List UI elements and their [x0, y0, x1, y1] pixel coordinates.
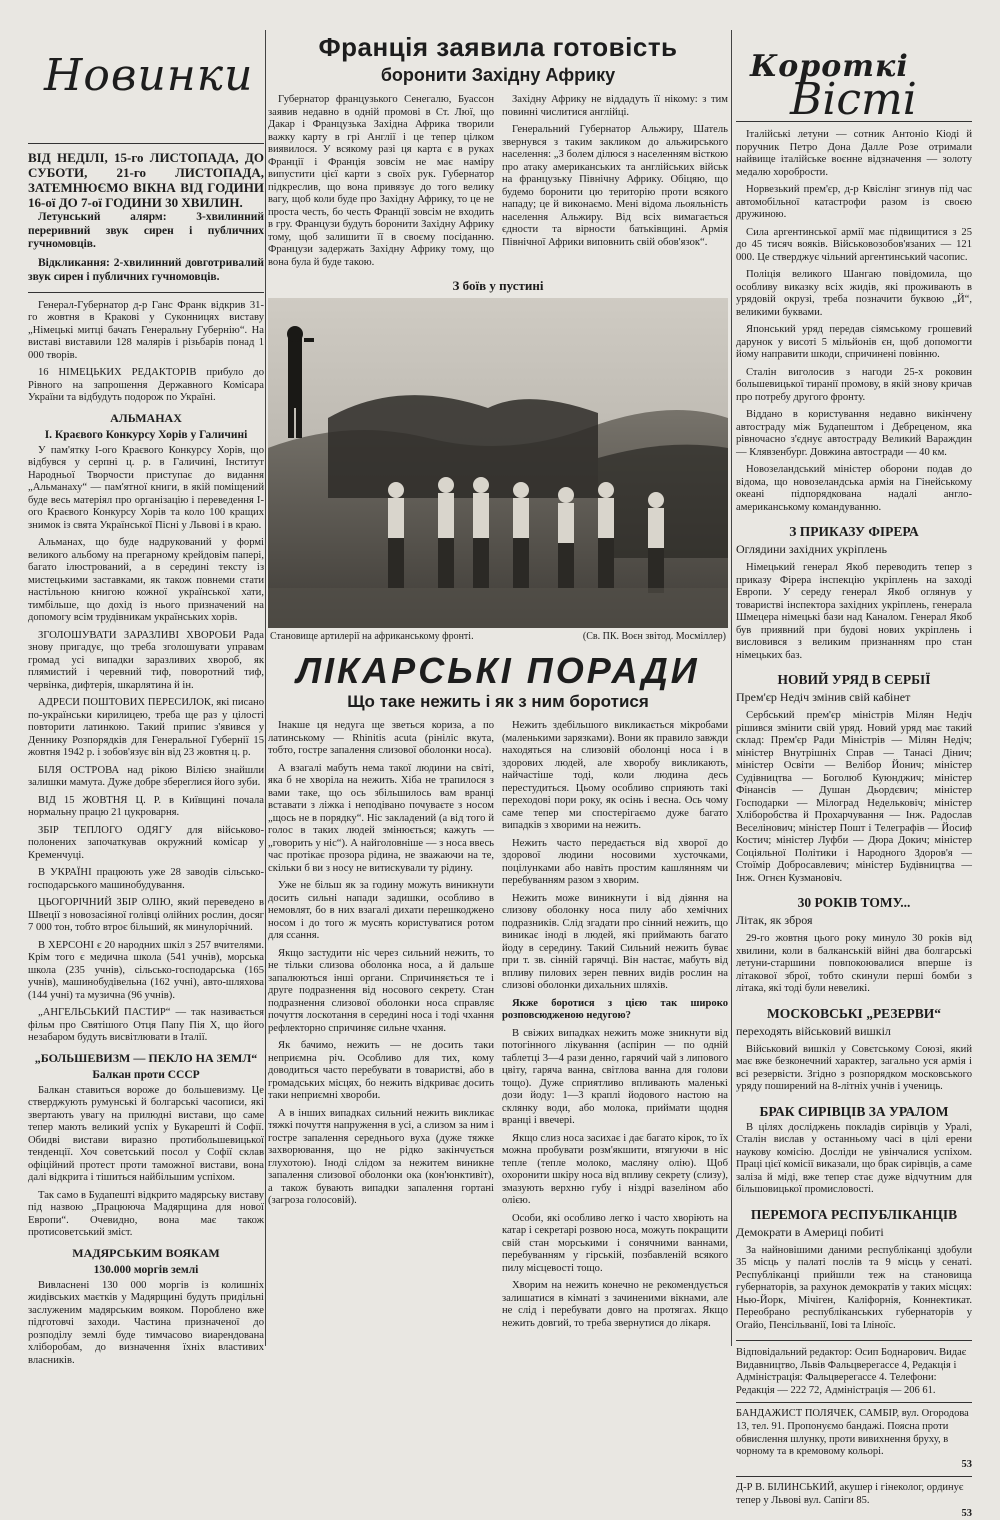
left-column: [28, 28, 264, 1372]
photo-illustration: [268, 298, 728, 628]
divider: [28, 292, 264, 293]
news-item: Генерал-Губернатор д-р Ганс Франк відкрив 31-го жовтня в Кракові у Суконницях виставу „Німецькі митці бачать Генеральну Губернію“. На виставі виставили 128 малярів і різьбарів понад 1 000 творів.: [28, 299, 264, 361]
article-paragraph: Хворим на нежить конечно не рекомендується залишатися в кімнаті з зачиненими вікнами, але не слід і перебувати довго на протягах. Якщо нежить довгий, то треба звернутися до лікаря.: [502, 1280, 728, 1329]
news-item: В ХЕРСОНІ є 20 народних шкіл з 257 вчителями. Крім того є медична школа (541 учнів), морська школа (235 учнів), сільсько-господарська (165 учнів), машинобудівельна (162 учні), авто-шляхова (144 учні) та музична (96 учнів).: [28, 939, 264, 1001]
ural-heading: БРАК СИРІВЦІВ ЗА УРАЛОМ: [759, 1103, 949, 1119]
article-paragraph: Так само в Будапешті відкрито мадярську виставу під назвою „Працююча Мадярщина для нової Европи“. Очевидно, вона має також протисоветський зміст.: [28, 1189, 264, 1239]
article-question: Якже боротися з цією так широко розповсюдженою недугою?: [502, 997, 728, 1021]
masthead-line-2: Вісті: [790, 74, 917, 125]
news-item: 16 НІМЕЦЬКИХ РЕДАКТОРІВ прибуло до Рівного на запрошення Державного Комісара України та відбудуть подорож по Україні.: [28, 367, 264, 404]
news-item: ЦЬОГОРІЧНИЙ ЗБІР ОЛІЮ, який переведено в Швеції з новозасіяної голівці олійних рослин, досяг 7 000 тон, тобто втроє більший, як минулорічний.: [28, 897, 264, 934]
novynky-masthead: Новинки: [44, 50, 254, 101]
right-column: [736, 28, 972, 1520]
article-paragraph: Інакше ця недуга ще зветься кориза, а по латинському — Rhinitis acuta (рініліс вкута, тобто, гостре запалення слизової оболонки носа).: [268, 720, 494, 756]
thirty-years-subheading: Літак, як зброя: [736, 913, 813, 927]
article-paragraph: 29-го жовтня цього року минуло 30 років від хвилини, коли в балканській війні два болгарські летуни-старшини повпокоювалися вперше із літакової зброї, тобто скинули перші бомби з літака, які тоді були невеликі.: [736, 933, 972, 994]
moscow-reserves-subheading: переходять військовий вишкіл: [736, 1023, 891, 1038]
column-divider: [265, 30, 266, 1346]
news-item: ЗБІР ТЕПЛОГО ОДЯГУ для військово-полонених започаткував окружний комісар у Кременчуці.: [28, 824, 264, 861]
advertisement: [736, 1402, 972, 1471]
article-paragraph: Губернатор французького Сенегалю, Буассон заявив недавно в одній промові в Ст. Люї, що Дакар і Французька Західна Африка творили важку карту в грі Англії і це тепер цілком виявилося. У всякому разі ця карта є в руках Франції і Франція зовсім не має наміру випустити цієї карти з своїх рук. Губернатор підкреслив, що вона привязує до того велику вагу, щоб коли буде про Західну Африку, то це не проста честь, бо честь Франції зовсім не входить в гру. Французи будуть боронити Західну Африку тому, щоб залишити її в своєму посіданню. Французи задержать Західну Африку тому, що вона була й буде такою.: [268, 94, 494, 268]
article-paragraph: Якщо слиз носа засихає і дає багато кірок, то їх можна пробувати розм'якшити, втягуючи в ніс тепле (тепле молоко, масляну олію). Щоб охоронити шкіру носа від впливу секрету (слизу), змазують верхню губу і ніздрі вазеліном або олією.: [502, 1132, 728, 1206]
ad-number: 53: [961, 1507, 972, 1519]
news-item: Японський уряд передав сіямському грошевий дарунок у висоті 5 мільйонів єн, щоб допомогти йому направити шкоди, спричинені повінню.: [736, 324, 972, 360]
news-item: Новозеландський міністер оборони подав до відома, що новозеландська армія на Гінейському океані підпорядкована надалі англо-американському командуванню.: [736, 464, 972, 513]
bolshevism-subheading: Балкан проти СССР: [92, 1068, 200, 1081]
news-item: Поліція великого Шангаю повідомила, що особливу виказку всіх жидів, які проживають в урядовій окрузі, треба позначити буквою „Й“, великими буквами.: [736, 269, 972, 318]
article-paragraph: А в інших випадках сильний нежить викликає тяжкі почуття напруження в усі, а слизом за ним і гостре запалення середнього вуха (дуже тяжке захворювання, що не рідко закінчується глухотою). Іноді слідом за нежитем виникне запалення слизової оболонки ока (кон'юнктивіт), а також бувають випадки запалення гортані (загроза голосовій).: [268, 1107, 494, 1206]
france-subheadline: боронити Західну Африку: [380, 65, 616, 85]
almanah-heading: АЛЬМАНАХ: [110, 410, 182, 425]
blackout-notice: ВІД НЕДІЛІ, 15-го ЛИСТОПАДА, ДО СУБОТИ, 21-го ЛИСТОПАДА, ЗАТЕМНЮЄМО ВІКНА ВІД ГОДИНИ 16-ої ДО 7-ої ГОДИНИ 30 ХВИЛИН.: [28, 150, 264, 210]
release-notice: Відкликання: 2-хвилинний довготривалий звук сирен і публичних гучномовців.: [28, 257, 264, 283]
article-paragraph: Нежить може виникнути і від діяння на слизову оболонку носа пилу або хемічних подразників. Слід згадати про сінний нежить, що виникає іноді в людей, які приймають багато йоду в середину. Такий Сильний нежить буває при т. зв. сінній гарячці. Він настає, мабуть від впливу пилових зерен певних видів рослин на слизові оболонки дихальних шляхів.: [502, 892, 728, 991]
article-paragraph: Якщо застудити ніс через сильний нежить, то не тільки слизова оболонка носа, а й дальше запалюються інші органи. Спричиняється те і друге подразнення від носового секрету. Стан подразнення слизової оболонки носа справляє почуття лоскотання в середині носа і тоді чхання рефлекторно спричиняє сильне чхання.: [268, 947, 494, 1034]
madiar-subheading: 130.000 моргів землі: [93, 1263, 199, 1276]
serbia-subheading: Прем'єр Недіч змінив свій кабінет: [736, 690, 911, 704]
news-item: ВІД 15 ЖОВТНЯ Ц. Р. в Київщині почала нормальну працю 21 цукроварня.: [28, 794, 264, 819]
alarm-notice: Летунський алярм: 3-хвилинний переривний звук сирен і публичних гучномовців.: [28, 210, 264, 251]
article-paragraph: Вивласнені 130 000 моргів із колишніх жидівських маєтків у Мадярщині будуть придільні заслуженим мадярським вояком. Пороблено вже підготовчі заходи. Частина призначеної до розподілу землі буде тимчасово виарендована хліборобам, до визначення їхніх властивих власників.: [28, 1279, 264, 1366]
article-paragraph: Нежить часто передається від хворої до здорової людини носовими хусточками, поцілунками або навіть простим кашлянням чи перебуванням разом з хворим.: [502, 837, 728, 886]
masthead-line-1: Короткі: [750, 49, 909, 84]
article-paragraph: Як бачимо, нежить — не досить таки неприємна річ. Особливо для тих, кому доводиться часто перебувати в товаристві, або в громадських місцях, бо нежить відкриває досить таки неприємні хвороби.: [268, 1040, 494, 1101]
news-item: Віддано в користування недавно викінчену автостраду між Будапештом і Дебреценом, яка рівночасно з'єднує автостраду Великий Вараждин — Клявзенбург. Довжина автостради — 40 км.: [736, 409, 972, 458]
article-paragraph: Сербський прем'єр міністрів Мілян Недіч рішився змінити свій уряд. Новий уряд має такий склад: Прем'єр Ради Міністрів — Мілян Недіч; міністер Внутрішніх Справ — Танасі Дінич; міністер Освіти — Велібор Йонич; міністер Судівництва — Боголюб Куюнджич; міністер Фінансів — Душан Дьордєвич; міністер Господарки — Мілоград Недельковіч; міністер Хліборобства й Прохарчування — Інж. Радослав Веселінович; міністер Пошт і Телеграфів — Йосиф Костич; міністер Луфби — Дюра Докич; міністер Соціяльної Політики і Народного Здоров'я — Стоїмір Добросавлевич; міністер Будівництва — Інж. Огнєн Кузмановіч.: [736, 710, 972, 884]
column-divider: [731, 30, 732, 1346]
imprint: Відповідальний редактор: Осип Боднарович. Видає Видавництво, Львів Фальцверегассе 4, Редакція і Адміністрація: Фальцверегассе 4. Телефони: Редакція — 222 72, Адміністрація — 206 61.: [736, 1340, 972, 1397]
news-item: БІЛЯ ОСТРОВА над рікою Вілією знайшли залишки мамута. Дуже добре збереглися його зуби.: [28, 764, 264, 789]
moscow-reserves-heading: МОСКОВСЬКІ „РЕЗЕРВИ“: [766, 1005, 941, 1021]
france-headline: Франція заявила готовість: [318, 32, 678, 62]
photo-credit: (Св. ПК. Воєн звітод. Мосміллер): [582, 631, 726, 642]
medical-advice-headline: ЛІКАРСЬКІ ПОРАДИ: [296, 650, 700, 691]
article-paragraph: Особи, які особливо легко і часто хворіють на катар і секретарі розвою носа, можуть покращити свій стан морськими і сонячними ваннами, перебуванням у гірській, позбавленій всякого пилу місцевості тощо.: [502, 1212, 728, 1274]
article-paragraph: В свіжих випадках нежить може зникнути від потогінного лікування (аспірин — по одній таблетці 3—4 рази денно, гарячий чай з липового цвіту, гаряча ванна, світлова ванна для голови тощо). Дуже сприятливо впливають маленькі дози йоду: 1—3 краплі йодового настою на склянку води, або молока, приймати щодня вранці і ввечері.: [502, 1027, 728, 1126]
center-column: [268, 28, 728, 1335]
article-paragraph: У пам'ятку І-ого Краєвого Конкурсу Хорів, що відбувся у серпні ц. р. в Галичині, Інститут Народньої Творчости приступає до видання „Альманаху“ — пам'ятної книги, в якій поміщений буде весь матеріял про організацію і переведення І-ого Краєвого Конкурсу Хорів та коло 100 кращих знимок із свята Української Пісні у Львові і в краю.: [28, 444, 264, 531]
republicans-subheading: Демократи в Америці побиті: [736, 1224, 884, 1239]
article-paragraph: Німецький генерал Якоб переводить тепер з приказу Фірера інспекцію укріплень на заході Европи. У середу генерал Якоб оглянув у товаристві інспектора західних укріплень, генерала Шмецера німецькі бази над Каналом. Генерал Якоб був приявний при будові нових укріплень і висловився з великим признанням про стан німецьких баз.: [736, 562, 972, 661]
bolshevism-heading: „БОЛЬШЕВИЗМ — ПЕКЛО НА ЗЕМЛ“: [34, 1050, 258, 1065]
france-article: [268, 94, 728, 274]
article-paragraph: Балкан ставиться вороже до большевизму. Це стверджують румунські й болгарські часописи, які звертають увагу на прилюдні вистави, що саме тепер мають великий успіх у Букарешті й Софії. Обидві вистави виразно протибольшевицької тенденції. Хоч советський посол у Софії склав офіційний протест проти таможної вистави, вона далі відкрита і тішиться найбільшим успіхом.: [28, 1084, 264, 1184]
serbia-heading: НОВИЙ УРЯД В СЕРБІЇ: [777, 672, 931, 687]
divider: [28, 143, 264, 144]
news-item: ЗГОЛОШУВАТИ ЗАРАЗЛИВІ ХВОРОБИ Рада знову пригадує, що треба зголошувати управам громад усі випадки заразливих хвороб, як плямистий і черевний тиф, поворотний тиф, червінка, дифтерія, шкарлятина й ін.: [28, 629, 264, 691]
article-paragraph: За найновішими даними республіканці здобули 35 місць у палаті послів та 9 місць у сенаті. Республіканці прийшли теж на становища губернаторів, за рахунок демократів у таких місцях: Нью-Йорк, Мічіген, Каліфорнія, Коннектикат. Переобрано республіканських губернаторів у Огайо, Пенсільванії, Іові та Іліноїс.: [736, 1244, 972, 1331]
article-paragraph: Військовий вишкіл у Совєтському Союзі, який має вже безконечний характер, загально уся армія і всі резервісти. Згідно з розпорядком московського уряду поширений на 8-літніх учнів і учениць.: [736, 1043, 972, 1092]
madiar-heading: МАДЯРСЬКИМ ВОЯКАМ: [72, 1245, 220, 1260]
desert-battle-photo: [268, 298, 728, 628]
article-paragraph: В цілях досліджень покладів сирівців у Уралі, Сталін вислав у останньому часі в цілі ерени наукову комісію. Досліди не увінчалися успіхом. Праці цієї комісії виказали, що брак сирівців, а саме заліза й міді, вже тепер стає дуже відчутним для більшовицької промисловості.: [736, 1121, 972, 1195]
article-paragraph: Західну Африку не віддадуть її нікому: з тим повинні числитися англійці.: [502, 94, 728, 118]
ad-number: 53: [961, 1458, 972, 1470]
thirty-years-heading: 30 РОКІВ ТОМУ...: [797, 895, 911, 910]
photo-heading: З боїв у пустині: [452, 278, 544, 293]
almanah-subheading: І. Краєвого Конкурсу Хорів у Галичині: [44, 428, 248, 441]
photo-caption: [268, 628, 728, 642]
ad-text: БАНДАЖИСТ ПОЛЯЧЕК, САМБІР, вул. Огородова 13, тел. 91. Пропонуємо бандажі. Поясна проти обвислення шлунку, проти вивихнення бруху, в чорному та в кремовому кольорі.: [736, 1408, 969, 1458]
article-paragraph: Нежить здебільшого викликається мікробами (маленькими зарязками). Вони як правило завжди находяться на слизовій оболонці носа і в здорових людей, але хворобу викликають, найчастіше тоді, коли людина десь перестудиться. Цьому особливо сприяють такі переходові пори року, як осінь і весна. Ось чому саме тепер ми спостерігаємо дуже багато випадків з хворими на нежить.: [502, 720, 728, 831]
article-paragraph: Генеральний Губернатор Альжиру, Шатель звернувся з таким закликом до альжирського населення: „З болем ділюся з населенням вісткою про атаку американських та англійських військ на французьку Північну Африку. Обіцяю, що будемо боронити цю територію проти всякого нападу; це й виконаємо. Мені відома льояльність населення Альжиру. Від всіх вимагається єдности та вірности батьківщині. Армія Північної Африки виповнить свій обов'язок“.: [502, 124, 728, 248]
fuhrer-order-subheading: Оглядини західних укріплень: [736, 542, 888, 556]
news-item: Італійські летуни — сотник Антоніо Кіоді й поручник Петро Дона Далле Розе отримали найвище італійське воєнне відзначення — золоту медалю хоробрости.: [736, 129, 972, 178]
news-item: АДРЕСИ ПОШТОВИХ ПЕРЕСИЛОК, які писано по-українськи кирилицею, треба ще раз у цілості повторити латинкою. Такий припис з'явився у Деннику Розпорядків для Генеральної Губернії 15 жовтня 1942 р. і зобов'язує він від 23 жовтня ц. р.: [28, 697, 264, 759]
medical-advice-subheadline: Що таке нежить і як з ним боротися: [347, 692, 649, 711]
article-paragraph: Уже не більш як за годину можуть виникнути досить сильні напади задишки, особливо в немовлят, бо в них взагалі дихати перешкоджено носом і до того ж мусять користуватися ротом для ссання.: [268, 880, 494, 941]
advertisement: [736, 1476, 972, 1520]
korotki-visti-masthead: [736, 28, 972, 125]
caption-text: Становище артилерії на африканському фронті.: [270, 631, 474, 642]
news-item: В УКРАЇНІ працюють уже 28 заводів сільсько-господарського машинобудування.: [28, 867, 264, 891]
republicans-heading: ПЕРЕМОГА РЕСПУБЛІКАНЦІВ: [750, 1206, 958, 1222]
fuhrer-order-heading: З ПРИКАЗУ ФІРЕРА: [789, 524, 919, 539]
news-item: Норвезький прем'єр, д-р Квіслінг згинув під час автомобільної катастрофи разом із своєю дружиною.: [736, 184, 972, 220]
news-item: „АНГЕЛЬСЬКИЙ ПАСТИР“ — так називається фільм про Святішого Отця Папу Пія Х, що його незабаром будуть висвітлювати в Італії.: [28, 1007, 264, 1044]
medical-article: [268, 720, 728, 1335]
article-paragraph: Альманах, що буде надрукований у формі великого альбому на прегарному крейдовім папері, багато ілюстрований, а в середині тексту із мистецькими заставками, як також повнеми стати настільною книгою кожної української хати, тимбільше, що дохід із нього призначений на допомогу всім трудівникам українських хорів.: [28, 537, 264, 624]
news-item: Сила аргентинської армії має підвищитися з 25 до 45 тисяч вояків. Військовозобов'язаних — 121 000. Це стверджує чільний аргентинський часопис.: [736, 226, 972, 263]
ad-text: Д-Р В. БІЛИНСЬКИЙ, акушер і гінеколог, ординує тепер у Львові вул. Сапіги 85.: [736, 1482, 964, 1506]
article-paragraph: А взагалі мабуть нема такої людини на світі, яка б не хворіла на нежить. Хіба не трапилося з вами таке, що ось збільшилось вам вранці вставати з ліжка і неподівано почуваєте з носом „щось не в порядку“. Ніс закладений (а від того й голос в таких людей змінюється; кажуть — „говорить у ніс“). А найголовніше — з носа ввесь час протікає прозора рідина, не зважаючи на те, скільки б ви з носу не витискували ту рідину.: [268, 762, 494, 874]
news-item: Сталін виголосив з нагоди 25-х роковин большевицької тиранії промову, в якій знову кричав про потребу другого фронту.: [736, 366, 972, 403]
